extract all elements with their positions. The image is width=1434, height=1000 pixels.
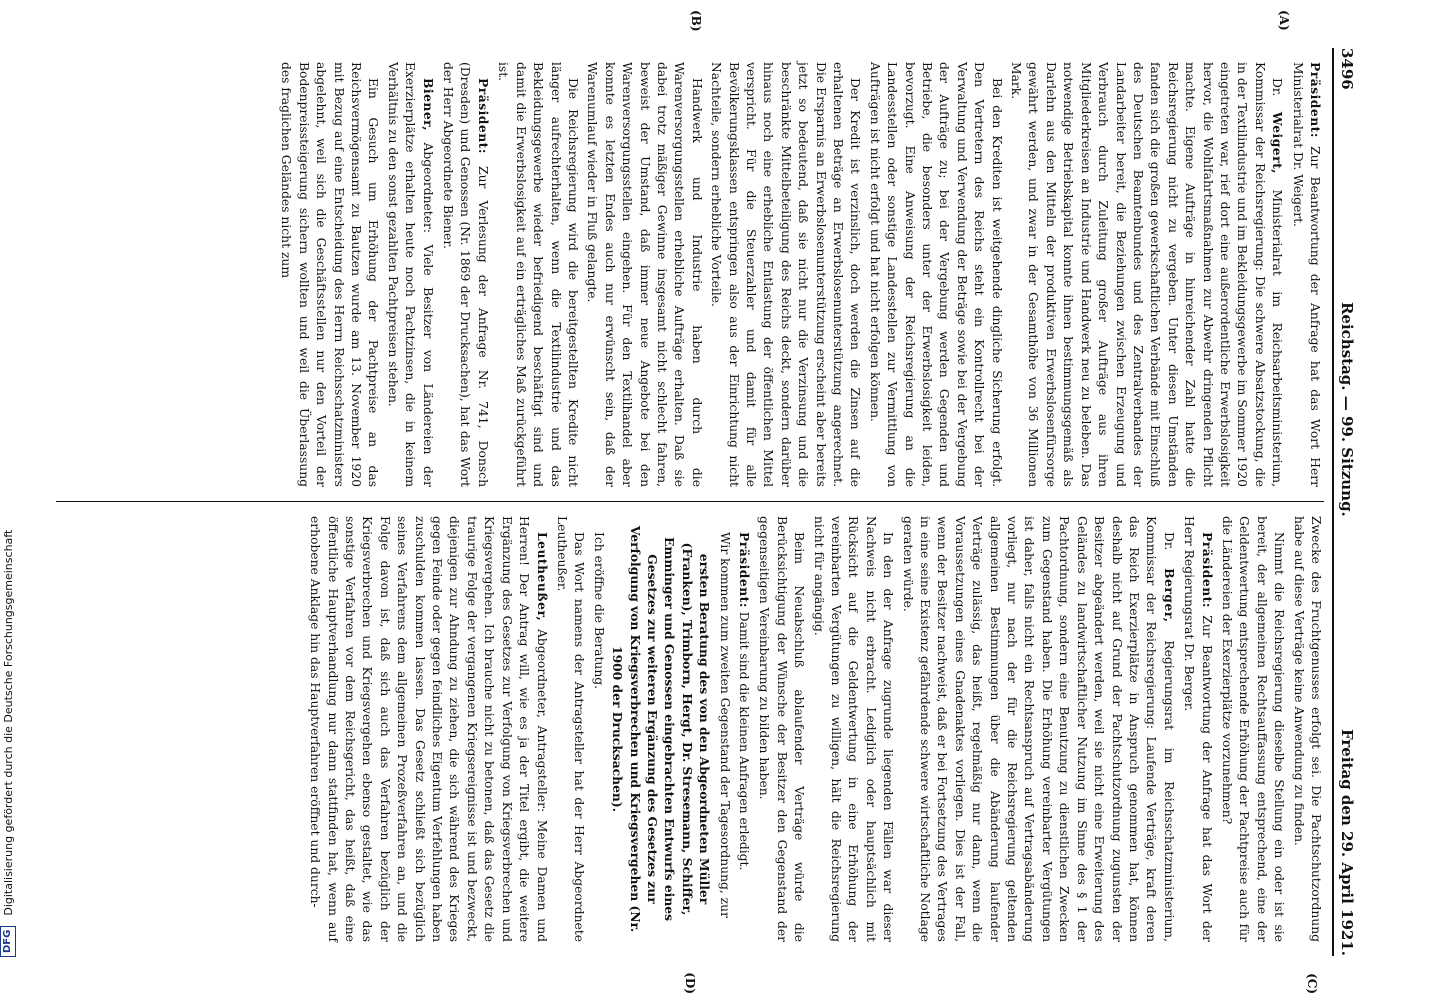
- paragraph: Ein Gesuch um Erhöhung der Pachtpreise an das Reichsvermögensamt zu Bautzen wurde am 13. November 1920 mit Bezug auf eine Entscheidung des Herrn Reichsschatzministers abgelehnt, weil sich die Geschäftsstellen nur den Vorteil der Bodenpreissteigerung sichern wollten und weil die Überlassung des fraglichen Geländes nicht zum: [279, 62, 381, 487]
- paragraph: Präsident: Damit sind die kleinen Anfragen erledigt.: [737, 532, 752, 871]
- text-columns: [56, 10, 1324, 994]
- paragraph: Handwerk und Industrie haben durch die Warenversorgungsstellen erhebliche Aufträge erhalten. Daß sie dabei trotz mäßiger Gewinne insgesamt nicht schlecht fahren, beweist der Umstand, daß immer neue Angebote bei den Warenversorgungsstellen eingehen. Für den Textilhandel aber konnte es letzten Endes auch nur erwünscht sein, daß der Warenumlauf wieder in Fluß gelangte.: [585, 62, 704, 487]
- left-column: [56, 10, 1324, 502]
- paragraph: Präsident: Zur Beantwortung der Anfrage hat das Wort der Herr Regierungsrat Dr. Berger.: [1182, 516, 1215, 942]
- margin-mark-b: (B): [689, 10, 703, 32]
- paragraph: Bei den Krediten ist weitgehende dingliche Sicherung erfolgt. Den Vertretern des Reichs steht ein Kontrollrecht bei der Verwaltung und Verwendung der Beträge sowie bei der Vergebung der Aufträge zu; bei der Vergebung werden Gegenden und Betriebe, die besonders unter der Erwerbslosigkeit leiden, bevorzugt. Eine Anweisung der Reichsregierung an die Landesstellen oder sonstige Landesstellen zur Vermittlung von Aufträgen ist nicht erfolgt und hat nicht erfolgen können.: [867, 62, 1004, 487]
- paragraph: Biener, Abgeordneter: Viele Besitzer von Ländereien der Exerzierplätze erhalten heute noch Pachtzinsen, die in keinem Verhältnis zu den sonst gezahlten Pachtpreisen stehen.: [385, 62, 436, 487]
- page-title: Reichstag. — 99. Sitzung.: [1338, 301, 1356, 517]
- paragraph: Die Reichsregierung wird die bereitgestellten Kredite nicht länger aufrechterhalten, wenn die Textilindustrie und das Bekleidungsgewerbe wieder befriedigend beschäftigt sind und damit die Erwerbslosigkeit auf ein erträgliches Maß zurückgeführt ist.: [496, 62, 580, 487]
- right-column: [56, 502, 1324, 994]
- paragraph: Der Kredit ist verzinslich, doch werden die Zinsen auf die erhaltenen Beträge an Erwerbslosenunterstützung angerechnet. Die Ersparnis an Erwerbslosenunterstützung erscheint aber bereits jetzt so bedeutend, daß sie nicht nur die Verzinsung und die beschränkte Mittelbeteiligung des Reichs deckt, sondern darüber hinaus noch eine erhebliche Entlastung der öffentlichen Mittel verspricht. Für die Steuerzahler und damit für alle Bevölkerungsklassen entspringen also aus der Einrichtung nicht Nachteile, sondern erhebliche Vorteile.: [709, 62, 863, 487]
- margin-mark-d: (D): [683, 972, 697, 994]
- margin-mark-a: (A): [1277, 10, 1291, 31]
- paragraph: Das Wort namens der Antragsteller hat der Herr Abgeordnete Leutheußer.: [554, 516, 587, 942]
- page-date: Freitag den 29. April 1921.: [1338, 729, 1356, 956]
- dfg-logo: DFG: [0, 926, 16, 957]
- paragraph: Dr. Berger, Regierungsrat im Reichsschatzministerium, Kommissar der Reichsregierung: Laufende Verträge, kraft deren das Reich Exerzierplätze in Anspruch genommen hat, können deshalb nicht auf Grund der Pachtschutzordnung zugunsten der Besitzer abgeändert werden, weil sie nicht eine Erweiterung des Geländes zu landwirtschaftlicher Nutzung im Sinne des § 1 der Pachtordnung, sondern eine Benutzung zu dienstlichen Zwecken zum Gegenstand haben. Die Erhöhung vereinbarter Vergütungen ist daher, falls nicht ein Rechtsanspruch auf Vertragsabänderung vorliegt, nur nach der für die Reichsregierung geltenden allgemeinen Bestimmungen über die Abänderung laufender Verträge zulässig, das heißt, regelmäßig nur dann, wenn die Voraussetzungen eines Gnadenaktes vorliegen. Dies ist der Fall, wenn der Besitzer nachweist, daß er bei Fortsetzung des Vertrages in eine seine Existenz gefährdende schwere wirtschaftliche Notlage geraten würde.: [900, 516, 1177, 942]
- paragraph: In den der Anfrage zugrunde liegenden Fällen war dieser Nachweis nicht erbracht. Lediglich oder hauptsächlich mit Rücksicht auf die Geldentwertung in eine Erhöhung der vereinbarten Vergütungen zu willigen, hält die Reichsregierung nicht für angängig.: [811, 516, 896, 942]
- paragraph: Nimmt die Reichsregierung dieselbe Stellung ein oder ist sie bereit, der allgemeinen Rechtsauffassung entsprechend, eine der Geldentwertung entsprechende Erhöhung der Pachtpreise auch für die Ländereien der Exerzierplätze vorzunehmen?: [1219, 516, 1287, 942]
- digitization-notice-text: Digitalisierung gefördert durch die Deutsche Forschungsgemeinschaft: [1, 529, 15, 916]
- paragraph: Ich eröffne die Beratung.: [591, 532, 606, 690]
- paragraph: Präsident: Zur Beantwortung der Anfrage hat das Wort Herr Ministerialrat Dr. Weigert.: [1290, 62, 1323, 487]
- paragraph: Präsident: Zur Verlesung der Anfrage Nr. 741, Donsch (Dresden) und Genossen (Nr. 1869 der Drucksachen), hat das Wort der Herr Abgeordnete Biener.: [441, 62, 491, 487]
- paragraph: Beim Neuabschluß ablaufender Verträge würde die Berücksichtigung der Wünsche der Besitzer den Gegenstand der gegenseitigen Vereinbarung zu bilden haben.: [757, 516, 807, 942]
- document-page: [1, 0, 1370, 1000]
- paragraph: ersten Beratung des von den Abgeordneten Müller (Franken), Trimborn, Hergt, Dr. Stresemann, Schiffer, Emminger und Genossen eingebrachten Entwurfs eines Gesetzes zur weiteren Ergänzung des Gesetzes zur Verfolgung von Kriegsverbrechen und Kriegsvergehen (Nr. 1900 der Drucksachen).: [610, 525, 713, 933]
- page-number: 3496: [1338, 48, 1356, 90]
- paragraph: Wir kommen zum zweiten Gegenstand der Tagesordnung, zur: [717, 532, 732, 918]
- paragraph: Zwecke des Fruchtgenusses erfolgt sei. Die Pachtschutzordnung habe auf diese Verträge keine Anwendung zu finden.: [1291, 516, 1323, 942]
- page-header: [1332, 48, 1356, 956]
- margin-mark-c: (C): [1305, 973, 1319, 994]
- paragraph: Leutheußer, Abgeordneter, Antragsteller: Meine Damen und Herren! Der Antrag will, wie es ja der Titel ergibt, die weitere Ergänzung des Gesetzes zur Verfolgung von Kriegsverbrechen und Kriegsvergehen. Ich brauche nicht zu betonen, daß das Gesetz die traurige Folge der vergangenen Kriegsereignisse ist und bezweckt, diejenigen zur Ahndung zu ziehen, die sich während des Krieges gegen Feinde oder gegen feindliches Eigentum Verfehlungen haben zuschulden kommen lassen. Das Gesetz schließt sich bezüglich seines Verfahrens dem allgemeinen Prozeßverfahren an, und die Folge davon ist, daß sich auch das Verfahren bezüglich der Kriegsverbrechen und Kriegsvergehen ebenso gestaltet, wie das sonstige Verfahren vor dem Reichsgericht, das heißt, daß eine öffentliche Hauptverhandlung nur dann stattfinden hat, wenn auf erhobene Anklage hin das Hauptverfahren eröffnet und durch-: [308, 516, 550, 942]
- paragraph: Dr. Weigert, Ministerialrat im Reichsarbeitsministerium, Kommissar der Reichsregierung: Die schwere Absatzstockung, die in der Textilindustrie und im Bekleidungsgewerbe im Sommer 1920 eingetreten war, rief dort eine außerordentliche Erwerbslosigkeit hervor, die Wohlfahrtsmaßnahmen zur Abwehr dringenden Pflicht machte. Eigene Aufträge in hinreichender Zahl hatte die Reichsregierung nicht zu vergeben. Unter diesen Umständen fanden sich die großen gewerkschaftlichen Verbände mit Einschluß des Deutschen Beamtenbundes und des Zentralverbandes der Landarbeiter bereit, die Beziehungen zwischen Erzeugung und Verbrauch durch Zuleitung großer Aufträge aus ihren Mitgliederkreisen an Industrie und Handwerk neu zu beleben. Das notwendige Betriebskapital konnte ihnen bestimmungsgemäß als Darlehn aus den Mitteln der produktiven Erwerbslosenfürsorge gewährt werden, und zwar in der Gesamthöhe von 36 Millionen Mark.: [1009, 62, 1286, 487]
